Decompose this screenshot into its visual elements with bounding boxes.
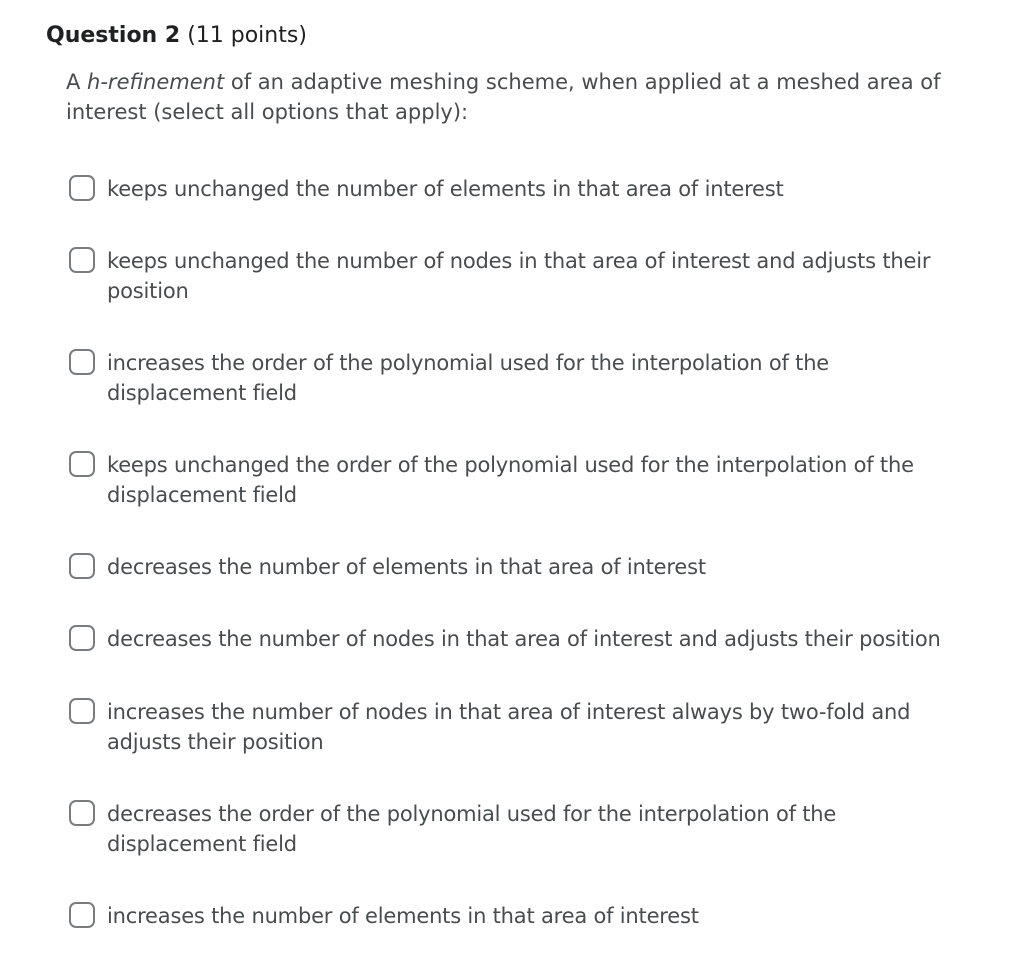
option-item[interactable]: [69, 799, 959, 859]
checkbox[interactable]: [69, 349, 95, 375]
option-label[interactable]: decreases the order of the polynomial used for the interpolation of the displacement field: [107, 802, 837, 856]
option-label[interactable]: increases the order of the polynomial used for the interpolation of the displacement field: [107, 351, 830, 405]
option-label[interactable]: keeps unchanged the number of elements in that area of interest: [107, 177, 784, 201]
option-item[interactable]: [69, 552, 959, 582]
question-points: (11 points): [187, 23, 307, 48]
option-item[interactable]: [69, 450, 959, 510]
option-item[interactable]: [69, 624, 959, 654]
checkbox[interactable]: [69, 800, 95, 826]
option-item[interactable]: [69, 348, 959, 408]
checkbox[interactable]: [69, 698, 95, 724]
option-label[interactable]: keeps unchanged the number of nodes in that area of interest and adjusts their position: [107, 249, 931, 303]
option-label[interactable]: decreases the number of elements in that area of interest: [107, 555, 706, 579]
option-label[interactable]: keeps unchanged the order of the polynomial used for the interpolation of the displacement field: [107, 453, 914, 507]
checkbox[interactable]: [69, 902, 95, 928]
checkbox[interactable]: [69, 451, 95, 477]
question-title: Question 2: [46, 23, 181, 48]
option-label[interactable]: increases the number of elements in that area of interest: [107, 904, 699, 928]
option-item[interactable]: [69, 697, 959, 757]
prompt-prefix: A: [66, 70, 88, 94]
checkbox[interactable]: [69, 553, 95, 579]
option-label[interactable]: decreases the number of nodes in that area of interest and adjusts their position: [107, 627, 941, 651]
option-item[interactable]: [69, 174, 959, 204]
prompt-emphasis: h-refinement: [87, 70, 225, 94]
prompt-suffix: of an adaptive meshing scheme, when applied at a meshed area of interest (select all options that apply):: [66, 70, 941, 124]
option-label[interactable]: increases the number of nodes in that area of interest always by two-fold and adjusts their position: [107, 700, 911, 754]
option-item[interactable]: [69, 901, 959, 931]
checkbox[interactable]: [69, 247, 95, 273]
option-item[interactable]: [69, 246, 959, 306]
checkbox[interactable]: [69, 175, 95, 201]
checkbox[interactable]: [69, 625, 95, 651]
